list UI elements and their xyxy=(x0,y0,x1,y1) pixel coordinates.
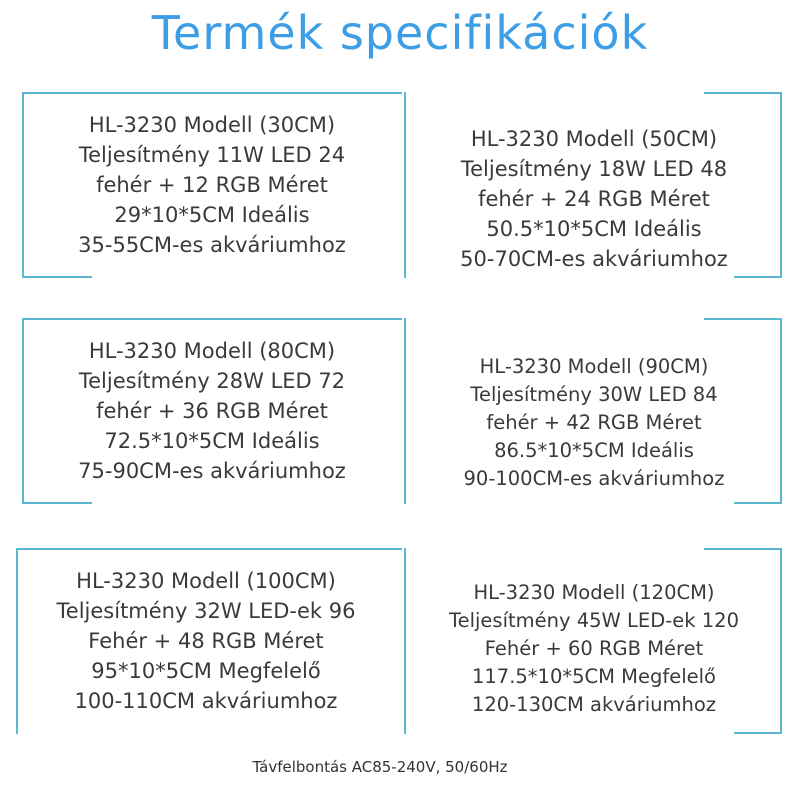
spec-cell-120cm xyxy=(404,548,784,734)
spec-text: HL-3230 Modell (120CM) Teljesítmény 45W LED-ek 120 Fehér + 60 RGB Méret 117.5*10*5CM Megfelelő 120-130CM akváriumhoz xyxy=(449,581,739,716)
spec-cell-50cm xyxy=(404,92,784,278)
spec-text: HL-3230 Modell (50CM) Teljesítmény 18W LED 48 fehér + 24 RGB Méret 50.5*10*5CM Ideális 50-70CM-es akváriumhoz xyxy=(460,127,728,271)
spec-cell-100cm xyxy=(16,548,396,734)
spec-text: HL-3230 Modell (100CM) Teljesítmény 32W LED-ek 96 Fehér + 48 RGB Méret 95*10*5CM Megfelelő 100-110CM akváriumhoz xyxy=(56,569,356,713)
spec-text: HL-3230 Modell (30CM) Teljesítmény 11W LED 24 fehér + 12 RGB Méret 29*10*5CM Ideális 35-55CM-es akváriumhoz xyxy=(78,113,346,257)
spec-cell-30cm xyxy=(22,92,402,278)
spec-text: HL-3230 Modell (90CM) Teljesítmény 30W LED 84 fehér + 42 RGB Méret 86.5*10*5CM Ideális 90-100CM-es akváriumhoz xyxy=(463,355,725,490)
power-footnote: Távfelbontás AC85-240V, 50/60Hz xyxy=(252,758,508,776)
spec-cell-90cm xyxy=(404,318,784,504)
spec-cell-80cm xyxy=(22,318,402,504)
spec-text: HL-3230 Modell (80CM) Teljesítmény 28W LED 72 fehér + 36 RGB Méret 72.5*10*5CM Ideális 75-90CM-es akváriumhoz xyxy=(78,339,346,483)
page-title: Termék specifikációk xyxy=(151,6,649,60)
